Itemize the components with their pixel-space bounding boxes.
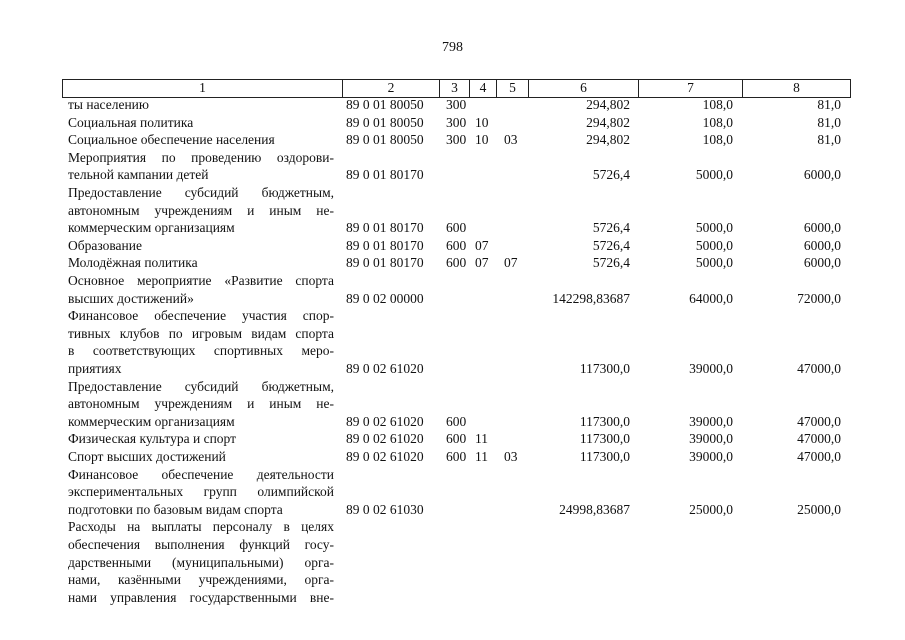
table-row: [0, 166, 905, 184]
table-row: [0, 149, 905, 167]
cell-name: обеспечения выполнения функций госу-: [68, 537, 334, 552]
cell-col6: 24998,83687: [559, 501, 630, 517]
table-row: [0, 378, 905, 396]
cell-col7: 39000,0: [689, 361, 733, 376]
cell-code: 89 0 02 61020: [346, 413, 424, 429]
cell-col3: 300: [446, 132, 467, 148]
table-row: [0, 184, 905, 202]
cell-name: автономным учреждениям и иным не-: [68, 202, 334, 218]
cell-code: 89 0 01 80050: [346, 114, 424, 130]
table-row: [0, 325, 905, 343]
cell-col8: 81,0: [817, 114, 841, 130]
cell-name: Социальная политика: [68, 114, 194, 130]
cell-col8: 6000,0: [803, 237, 841, 253]
cell-col7: 108,0: [702, 132, 733, 148]
table-row: [0, 483, 905, 501]
cell-col3: 300: [446, 97, 467, 112]
cell-code: 89 0 02 00000: [346, 290, 424, 306]
cell-name: приятиях: [68, 361, 122, 376]
header-col-4: 4: [470, 80, 497, 97]
cell-col5: 03: [504, 449, 518, 464]
table-row: [0, 131, 905, 149]
table-row: [0, 536, 905, 554]
table-row: [0, 448, 905, 466]
table-row: [0, 571, 905, 589]
header-col-8: 8: [793, 80, 800, 95]
cell-col7: 5000,0: [695, 255, 733, 271]
cell-name: автономным учреждениям и иным не-: [68, 396, 334, 412]
table-row: [0, 589, 905, 607]
cell-col4: 10: [475, 132, 489, 148]
cell-name: Спорт высших достижений: [68, 449, 226, 464]
cell-col4: 11: [475, 431, 488, 447]
cell-name: Предоставление субсидий бюджетным,: [68, 185, 334, 200]
cell-code: 89 0 02 61020: [346, 361, 424, 376]
cell-col3: 600: [446, 413, 467, 429]
table-row: [0, 114, 905, 132]
table-row: [0, 413, 905, 431]
cell-col7: 64000,0: [689, 290, 733, 306]
cell-code: 89 0 01 80170: [346, 167, 424, 183]
header-col-3: 3: [440, 80, 470, 97]
cell-col6: 5726,4: [592, 167, 630, 183]
cell-code: 89 0 02 61020: [346, 449, 424, 464]
table-row: [0, 272, 905, 290]
cell-col8: 6000,0: [803, 220, 841, 236]
cell-code: 89 0 01 80050: [346, 132, 424, 148]
table-row: [0, 202, 905, 220]
page-number: 798: [442, 40, 463, 55]
cell-code: 89 0 02 61020: [346, 431, 424, 447]
cell-col4: 07: [475, 255, 489, 271]
cell-name: Мероприятия по проведению оздорови-: [68, 149, 334, 165]
table-row: [0, 290, 905, 308]
cell-col6: 117300,0: [579, 413, 630, 429]
table-row: [0, 360, 905, 378]
table-row: [0, 254, 905, 272]
header-col-6: 6: [529, 80, 639, 97]
cell-col4: 10: [475, 114, 489, 130]
cell-col3: 600: [446, 220, 467, 236]
cell-col8: 47000,0: [797, 361, 841, 376]
cell-col8: 72000,0: [797, 290, 841, 306]
header-col-1: 1: [63, 80, 343, 97]
cell-col8: 25000,0: [797, 501, 841, 517]
cell-name: Финансовое обеспечение участия спор-: [68, 308, 334, 324]
cell-name: дарственными (муниципальными) орга-: [68, 554, 334, 570]
cell-code: 89 0 01 80050: [346, 97, 424, 112]
cell-code: 89 0 01 80170: [346, 255, 424, 271]
cell-name: экспериментальных групп олимпийской: [68, 484, 334, 500]
cell-col7: 5000,0: [695, 220, 733, 236]
table-row: [0, 237, 905, 255]
cell-col8: 6000,0: [803, 255, 841, 271]
cell-name: тельной кампании детей: [68, 167, 209, 183]
header-col-7: 7: [639, 80, 743, 97]
table-row: [0, 307, 905, 325]
cell-col6: 294,802: [586, 132, 630, 148]
cell-col3: 600: [446, 431, 467, 447]
cell-name: Молодёжная политика: [68, 255, 198, 271]
cell-col6: 294,802: [586, 97, 630, 112]
table-row: [0, 219, 905, 237]
cell-col3: 300: [446, 114, 467, 130]
cell-name: Финансовое обеспечение деятельности: [68, 466, 334, 482]
cell-col8: 81,0: [817, 132, 841, 148]
cell-col8: 47000,0: [797, 449, 841, 464]
cell-col8: 47000,0: [797, 431, 841, 447]
cell-col7: 39000,0: [689, 431, 733, 447]
cell-col6: 294,802: [586, 114, 630, 130]
cell-col3: 600: [446, 237, 467, 253]
table-row: [0, 430, 905, 448]
cell-col6: 117300,0: [579, 361, 630, 376]
cell-col5: 03: [504, 132, 518, 148]
table-row: [0, 342, 905, 360]
cell-name: Расходы на выплаты персоналу в целях: [68, 519, 334, 535]
table-row: [0, 501, 905, 519]
cell-col6: 117300,0: [579, 431, 630, 447]
cell-code: 89 0 01 80170: [346, 237, 424, 253]
cell-name: Образование: [68, 237, 142, 253]
cell-col7: 5000,0: [695, 167, 733, 183]
cell-col8: 47000,0: [797, 413, 841, 429]
cell-col6: 5726,4: [592, 237, 630, 253]
table-row: [0, 96, 905, 114]
cell-name: в соответствующих спортивных меро-: [68, 343, 334, 359]
header-col-2: 2: [343, 80, 440, 97]
cell-col5: 07: [504, 255, 518, 271]
table-row: [0, 554, 905, 572]
cell-col7: 25000,0: [689, 501, 733, 517]
cell-col8: 81,0: [817, 97, 841, 112]
cell-name: нами, казёнными учреждениями, орга-: [68, 572, 334, 588]
header-col-5: 5: [497, 80, 529, 97]
cell-col7: 5000,0: [695, 237, 733, 253]
cell-col7: 108,0: [702, 114, 733, 130]
cell-name: Физическая культура и спорт: [68, 431, 237, 447]
cell-name: коммерческим организациям: [68, 220, 235, 236]
table-row: [0, 518, 905, 536]
cell-col6: 5726,4: [592, 220, 630, 236]
cell-name: Основное мероприятие «Развитие спорта: [68, 273, 334, 288]
cell-col4: 11: [475, 449, 488, 464]
cell-code: 89 0 01 80170: [346, 220, 424, 236]
cell-col4: 07: [475, 237, 489, 253]
cell-name: высших достижений»: [68, 290, 194, 306]
cell-name: коммерческим организациям: [68, 413, 235, 429]
cell-code: 89 0 02 61030: [346, 501, 424, 517]
cell-name: нами управления государственными вне-: [68, 589, 334, 605]
cell-col3: 600: [446, 449, 467, 464]
cell-name: Предоставление субсидий бюджетным,: [68, 378, 334, 394]
cell-col7: 108,0: [702, 97, 733, 112]
cell-col6: 117300,0: [579, 449, 630, 464]
cell-name: тивных клубов по игровым видам спорта: [68, 325, 334, 341]
cell-name: подготовки по базовым видам спорта: [68, 501, 283, 517]
table-row: [0, 395, 905, 413]
cell-col6: 142298,83687: [552, 290, 630, 306]
cell-col8: 6000,0: [803, 167, 841, 183]
cell-name: Социальное обеспечение населения: [68, 132, 275, 148]
cell-col7: 39000,0: [689, 413, 733, 429]
cell-col7: 39000,0: [689, 449, 733, 464]
table-row: [0, 466, 905, 484]
cell-name: ты населению: [68, 97, 149, 112]
cell-col6: 5726,4: [592, 255, 630, 271]
cell-col3: 600: [446, 255, 467, 271]
